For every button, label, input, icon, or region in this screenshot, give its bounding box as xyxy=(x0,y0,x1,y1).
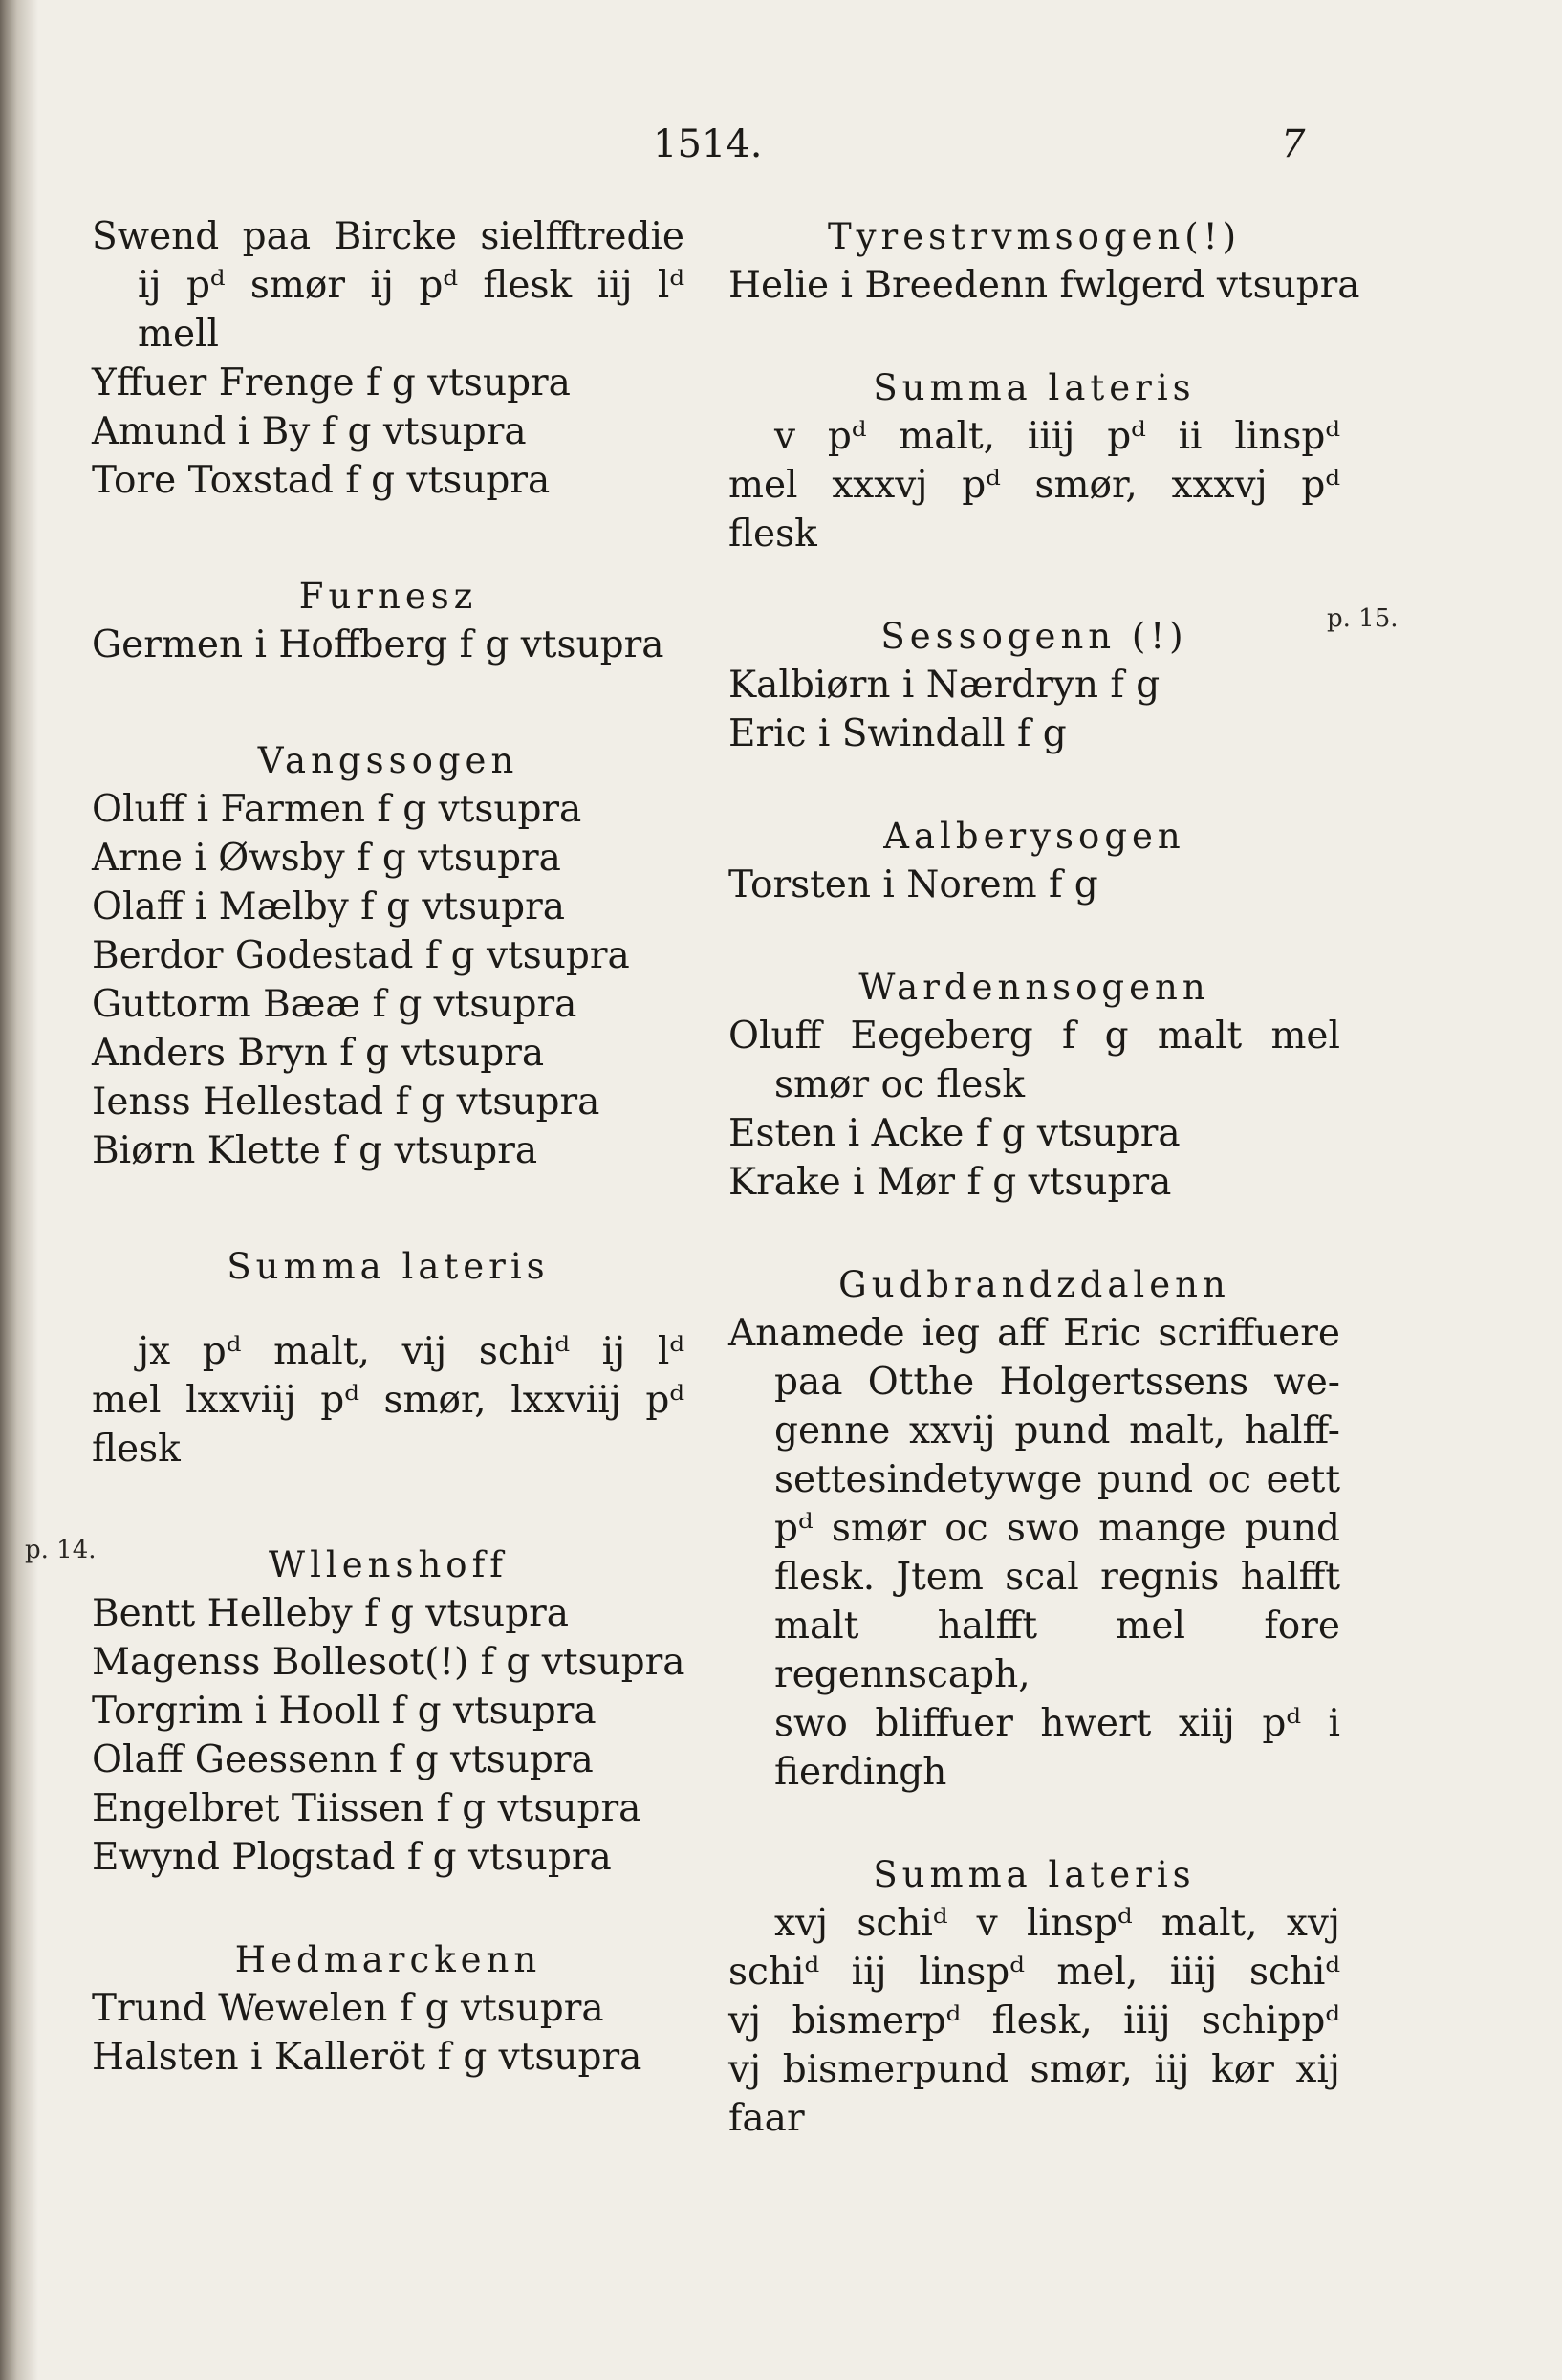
right-text-line: Oluff Eegeberg f g malt mel xyxy=(728,1015,1340,1058)
left-text-line: Engelbret Tiissen f g vtsupra xyxy=(92,1787,641,1830)
section-heading: Furnesz xyxy=(298,576,478,617)
section-spacer xyxy=(728,1207,1340,1260)
section-spacer xyxy=(728,758,1340,812)
left-text-line: Trund Wewelen f g vtsupra xyxy=(92,1987,604,2030)
left-text-line: Ienss Hellestad f g vtsupra xyxy=(92,1081,600,1124)
right-text-line: vj bismerpᵈ flesk, iiij schippᵈ xyxy=(728,1999,1340,2042)
section-heading: Tyrestrvmsogen(!) xyxy=(827,216,1242,257)
right-text-line: mel xxxvj pᵈ smør, xxxvj pᵈ xyxy=(728,464,1340,507)
section-spacer xyxy=(92,1175,684,1242)
section-heading: Wllenshoff xyxy=(269,1544,508,1585)
section-spacer xyxy=(92,1882,684,1935)
section-spacer xyxy=(92,1474,684,1540)
section-spacer xyxy=(92,1291,684,1327)
left-text-line: Olaff Geessenn f g vtsupra xyxy=(92,1738,594,1781)
right-text-line: smør oc flesk xyxy=(774,1063,1025,1106)
right-text-line: fierdingh xyxy=(774,1751,947,1794)
right-text-line: faar xyxy=(728,2097,805,2140)
page-number: 7 xyxy=(1281,122,1306,166)
section-spacer xyxy=(92,669,684,736)
right-text-line: pᵈ smør oc swo mange pund xyxy=(774,1507,1340,1550)
right-text-line: paa Otthe Holgertssens we- xyxy=(774,1361,1340,1404)
left-column xyxy=(92,212,684,2082)
left-text-line: Anders Bryn f g vtsupra xyxy=(92,1032,545,1075)
page-year: 1514. xyxy=(653,122,763,166)
section-heading: Vangssogen xyxy=(257,740,519,781)
right-text-line: Krake i Mør f g vtsupra xyxy=(728,1161,1172,1204)
binding-gutter xyxy=(0,0,38,2380)
left-text-line: Arne i Øwsby f g vtsupra xyxy=(92,837,561,880)
section-spacer xyxy=(728,1797,1340,1850)
right-text-line: Esten i Acke f g vtsupra xyxy=(728,1112,1181,1155)
left-text-line: Yffuer Frenge f g vtsupra xyxy=(92,361,571,404)
right-text-line: v pᵈ malt, iiij pᵈ ii linspᵈ xyxy=(774,415,1340,458)
right-text-line: vj bismerpund smør, iij kør xij xyxy=(728,2048,1340,2091)
left-text-line: Swend paa Bircke sielfftredie xyxy=(92,215,684,258)
left-text-line: Biørn Klette f g vtsupra xyxy=(92,1129,538,1172)
left-text-line: Torgrim i Hooll f g vtsupra xyxy=(92,1690,597,1733)
left-text-line: Berdor Godestad f g vtsupra xyxy=(92,934,630,977)
left-text-line: Halsten i Kalleröt f g vtsupra xyxy=(92,2036,642,2079)
right-text-line: Helie i Breedenn fwlgerd vtsupra xyxy=(728,264,1360,307)
section-spacer xyxy=(728,558,1340,612)
page-header xyxy=(0,122,1562,180)
right-column xyxy=(728,212,1360,2143)
right-text-line: schiᵈ iij linspᵈ mel, iiij schiᵈ xyxy=(728,1951,1340,1994)
right-text-line: flesk. Jtem scal regnis halfft xyxy=(774,1556,1340,1599)
section-heading: Sessogenn (!) xyxy=(880,616,1188,657)
right-text-line: Torsten i Norem f g xyxy=(728,863,1098,906)
margin-ref-right: p. 15. xyxy=(1327,604,1399,633)
section-spacer xyxy=(728,909,1340,963)
section-spacer xyxy=(92,505,684,572)
section-heading: Hedmarckenn xyxy=(234,1939,542,1980)
left-text-line: Ewynd Plogstad f g vtsupra xyxy=(92,1836,612,1879)
left-text-line: mel lxxviij pᵈ smør, lxxviij pᵈ xyxy=(92,1379,684,1422)
right-text-line: swo bliffuer hwert xiij pᵈ i xyxy=(774,1702,1340,1745)
right-text-line: flesk xyxy=(728,513,817,556)
section-heading: Summa lateris xyxy=(873,1854,1196,1895)
left-text-line: jx pᵈ malt, vij schiᵈ ij lᵈ xyxy=(138,1330,684,1373)
left-text-line: mell xyxy=(138,313,220,356)
left-text-line: Amund i By f g vtsupra xyxy=(92,410,527,453)
left-text-line: Guttorm Bææ f g vtsupra xyxy=(92,983,577,1026)
section-heading: Wardennsogenn xyxy=(858,967,1210,1008)
right-text-line: genne xxvij pund malt, halff- xyxy=(774,1409,1340,1452)
left-text-line: Germen i Hoffberg f g vtsupra xyxy=(92,623,664,666)
right-text-line: Anamede ieg aff Eric scriffuere xyxy=(728,1312,1340,1355)
section-heading: Summa lateris xyxy=(227,1246,550,1287)
section-spacer xyxy=(728,310,1340,363)
left-text-line: flesk xyxy=(92,1428,181,1471)
right-text-line: Kalbiørn i Nærdryn f g xyxy=(728,664,1161,707)
right-text-line: malt halfft mel fore regennscaph, xyxy=(774,1605,1340,1696)
section-heading: Summa lateris xyxy=(873,367,1196,408)
right-text-line: xvj schiᵈ v linspᵈ malt, xvj xyxy=(774,1902,1340,1945)
left-text-line: ij pᵈ smør ij pᵈ flesk iij lᵈ xyxy=(138,264,684,307)
section-heading: Gudbrandzdalenn xyxy=(838,1264,1230,1305)
right-text-line: Eric i Swindall f g xyxy=(728,712,1067,755)
left-text-line: Oluff i Farmen f g vtsupra xyxy=(92,788,582,831)
margin-ref-left: p. 14. xyxy=(25,1536,97,1564)
left-text-line: Magenss Bollesot(!) f g vtsupra xyxy=(92,1641,685,1684)
left-text-line: Olaff i Mælby f g vtsupra xyxy=(92,885,566,928)
left-text-line: Tore Toxstad f g vtsupra xyxy=(92,459,551,502)
left-text-line: Bentt Helleby f g vtsupra xyxy=(92,1592,570,1635)
right-text-line: settesindetywge pund oc eett xyxy=(774,1458,1340,1501)
section-heading: Aalberysogen xyxy=(883,816,1185,857)
